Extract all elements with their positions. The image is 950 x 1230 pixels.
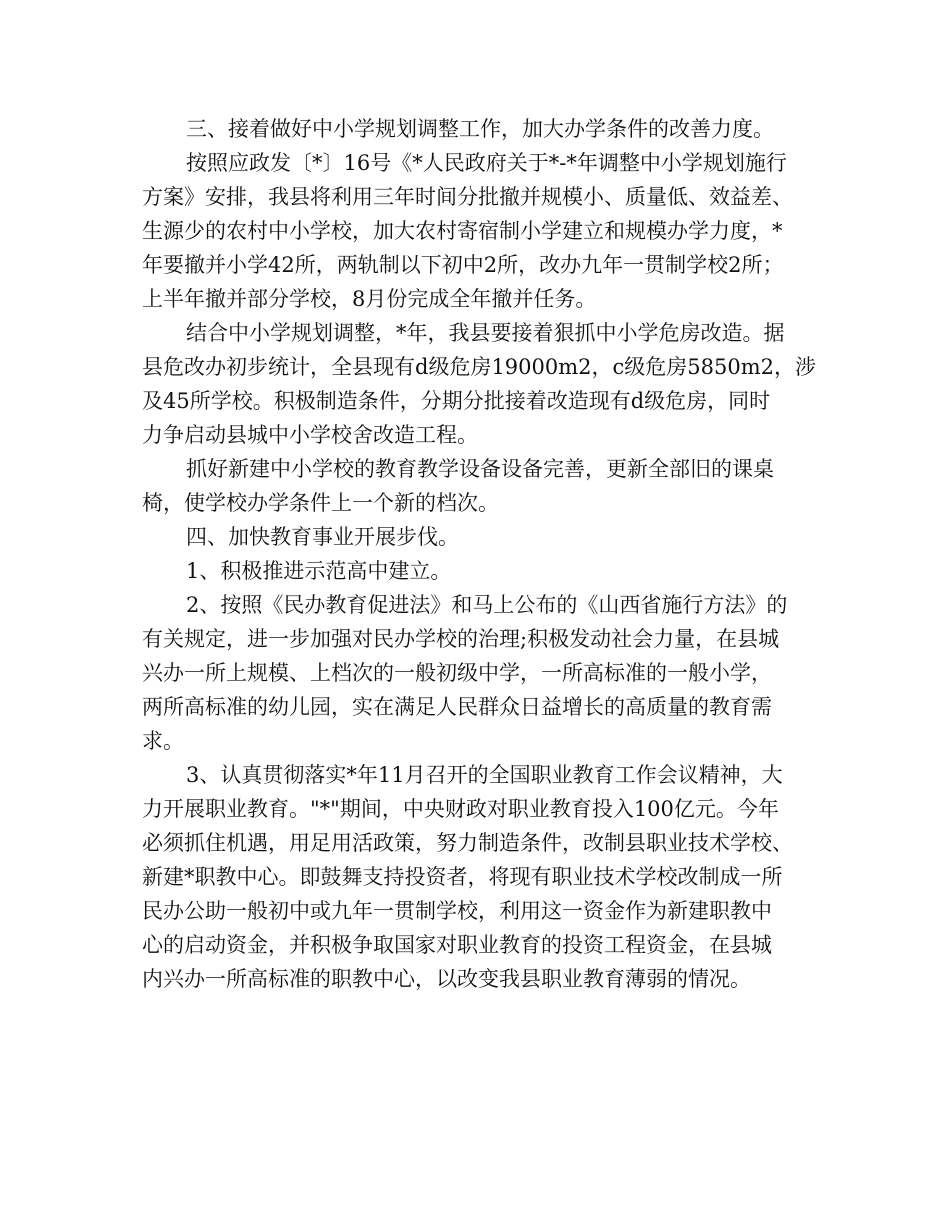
list-item-2: 2、按照《民办教育促进法》和马上公布的《山西省施行方法》的 xyxy=(186,593,788,617)
paragraph-line: 抓好新建中小学校的教育教学设备设备完善，更新全部旧的课桌 xyxy=(186,457,774,481)
list-item-3: 3、认真贯彻落实*年11月召开的全国职业教育工作会议精神，大 xyxy=(186,763,783,787)
paragraph-line: 力争启动县城中小学校舍改造工程。 xyxy=(142,423,478,447)
paragraph-line: 县危改办初步统计，全县现有d级危房19000m2，c级危房5850m2，涉 xyxy=(142,355,816,379)
paragraph-line: 两所高标准的幼儿园，实在满足人民群众日益增长的高质量的教育需 xyxy=(142,695,772,719)
paragraph-line: 结合中小学规划调整，*年，我县要接着狠抓中小学危房改造。据 xyxy=(186,321,785,345)
paragraph-line: 有关规定，进一步加强对民办学校的治理;积极发动社会力量，在县城 xyxy=(142,627,780,651)
paragraph-line: 生源少的农村中小学校，加大农村寄宿制小学建立和规模办学力度，* xyxy=(142,219,783,243)
paragraph-line: 上半年撤并部分学校，8月份完成全年撤并任务。 xyxy=(142,287,597,311)
section-heading-four: 四、加快教育事业开展步伐。 xyxy=(186,525,459,549)
paragraph-line: 兴办一所上规模、上档次的一般初级中学，一所高标准的一般小学， xyxy=(142,661,772,685)
paragraph-line: 民办公助一般初中或九年一贯制学校，利用这一资金作为新建职教中 xyxy=(142,899,772,923)
list-item-1: 1、积极推进示范高中建立。 xyxy=(186,559,452,583)
paragraph-line: 必须抓住机遇，用足用活政策，努力制造条件，改制县职业技术学校、 xyxy=(142,831,793,855)
paragraph-line: 年要撤并小学42所，两轨制以下初中2所，改办九年一贯制学校2所； xyxy=(142,253,784,277)
paragraph-line: 内兴办一所高标准的职教中心，以改变我县职业教育薄弱的情况。 xyxy=(142,967,751,991)
paragraph-line: 新建*职教中心。即鼓舞支持投资者，将现有职业技术学校改制成一所 xyxy=(142,865,783,889)
paragraph-line: 及45所学校。积极制造条件，分期分批接着改造现有d级危房，同时 xyxy=(142,389,771,413)
paragraph-line: 心的启动资金，并积极争取国家对职业教育的投资工程资金，在县城 xyxy=(142,933,772,957)
paragraph-line: 椅，使学校办学条件上一个新的档次。 xyxy=(142,491,499,515)
section-heading-three: 三、接着做好中小学规划调整工作，加大办学条件的改善力度。 xyxy=(186,117,774,141)
document-body xyxy=(142,112,832,996)
paragraph-line: 按照应政发〔*〕16号《*人民政府关于*-*年调整中小学规划施行 xyxy=(186,151,787,175)
paragraph-line: 力开展职业教育。"*"期间，中央财政对职业教育投入100亿元。今年 xyxy=(142,797,779,821)
paragraph-line: 方案》安排，我县将利用三年时间分批撤并规模小、质量低、效益差、 xyxy=(142,185,793,209)
paragraph-line: 求。 xyxy=(142,729,184,753)
